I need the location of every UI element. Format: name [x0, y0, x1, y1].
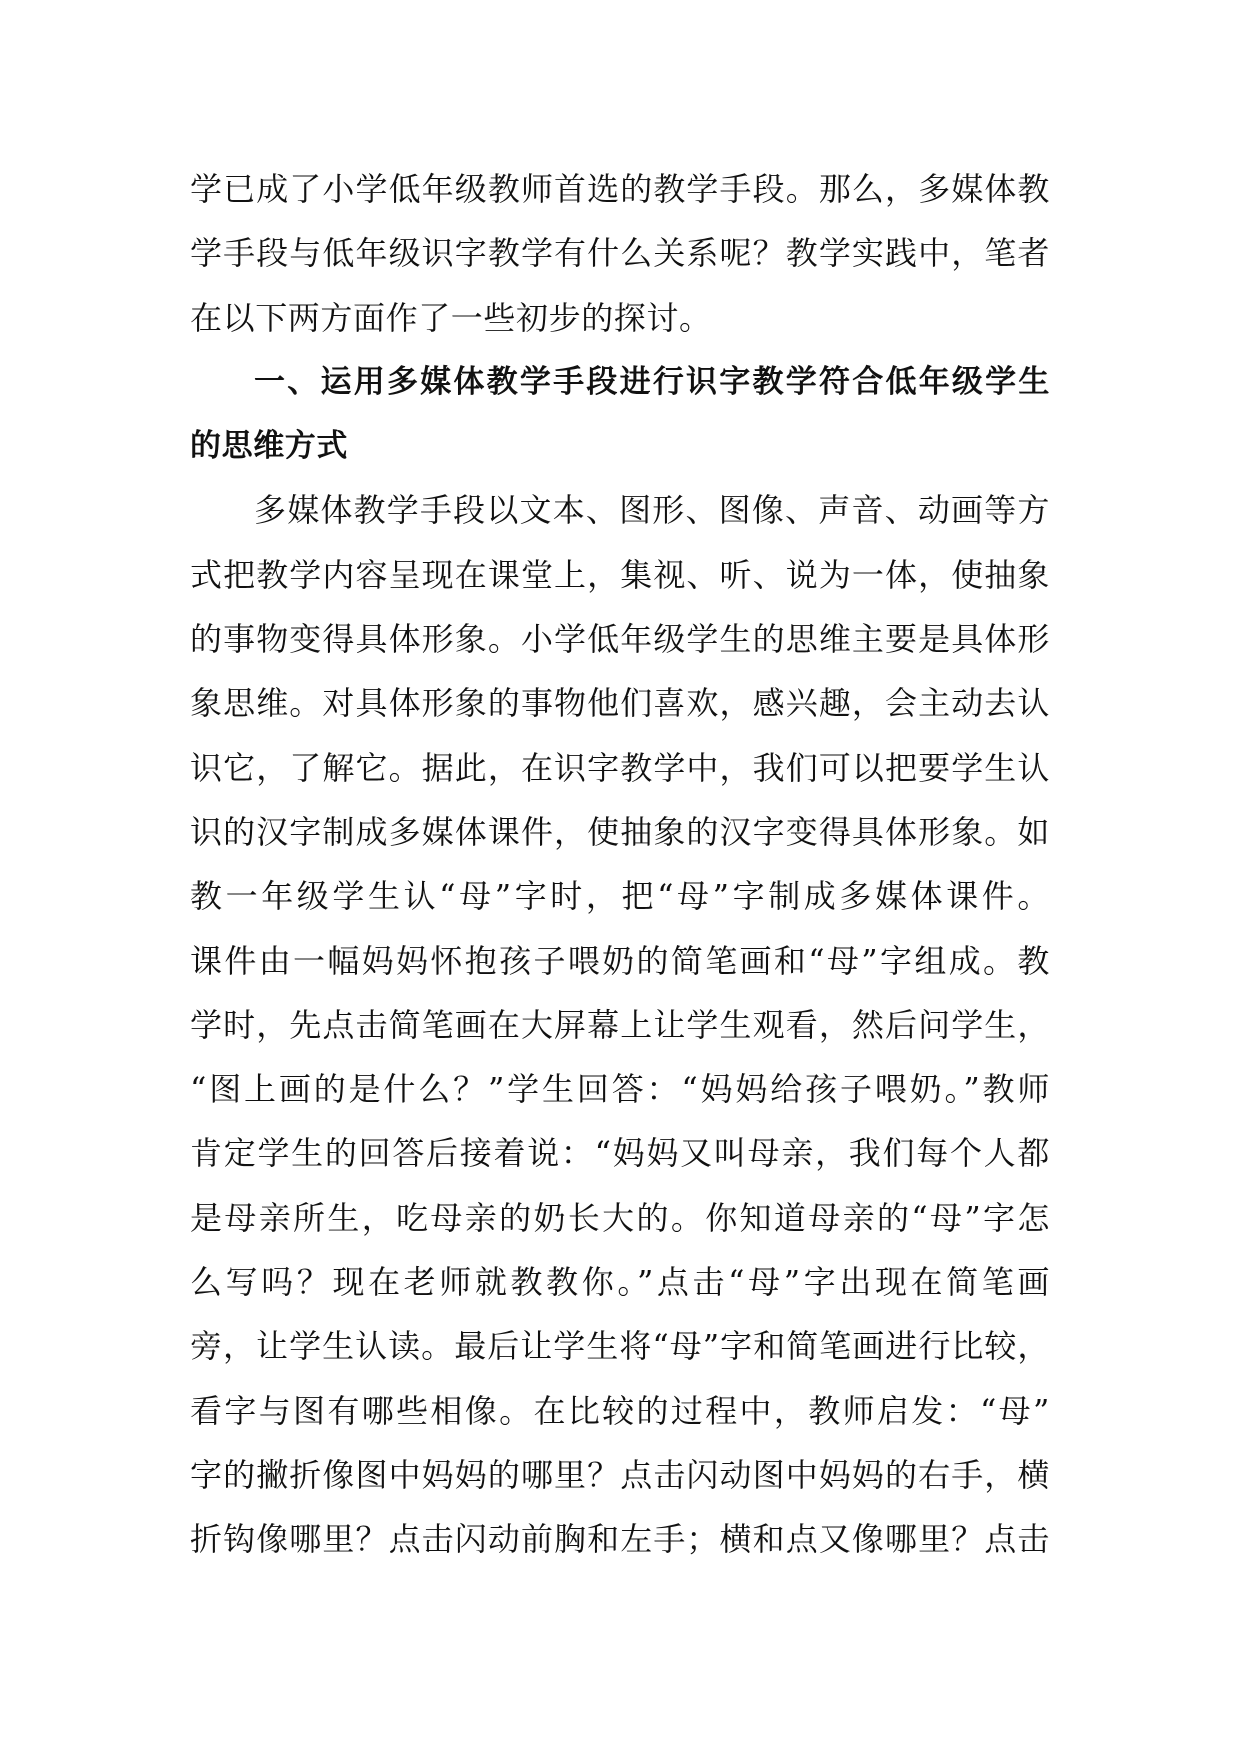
text-line: 字的撇折像图中妈妈的哪里？点击闪动图中妈妈的右手，横: [190, 1455, 1050, 1494]
section-heading: 一、运用多媒体教学手段进行识字教学符合低年级学生: [254, 363, 1050, 400]
text-line: 教一年级学生认“母”字时，把“母”字制成多媒体课件。: [190, 877, 1050, 916]
text-line: 学手段与低年级识字教学有什么关系呢？教学实践中，笔者: [190, 234, 1050, 273]
text-line: 象思维。对具体形象的事物他们喜欢，感兴趣，会主动去认: [190, 684, 1050, 723]
text-line: 多媒体教学手段以文本、图形、图像、声音、动画等方: [254, 491, 1050, 530]
text-line: 识它，了解它。据此，在识字教学中，我们可以把要学生认: [190, 748, 1050, 787]
text-line: 式把教学内容呈现在课堂上，集视、听、说为一体，使抽象: [190, 555, 1050, 594]
text-line: 课件由一幅妈妈怀抱孩子喂奶的简笔画和“母”字组成。教: [190, 941, 1050, 980]
text-line: 学已成了小学低年级教师首选的教学手段。那么，多媒体教: [190, 170, 1050, 208]
text-line: 旁，让学生认读。最后让学生将“母”字和简笔画进行比较，: [190, 1327, 1050, 1366]
body-text: [190, 157, 1050, 1572]
text-line: 是母亲所生，吃母亲的奶长大的。你知道母亲的“母”字怎: [190, 1198, 1050, 1237]
text-line: 在以下两方面作了一些初步的探讨。: [190, 298, 712, 337]
text-line: 学时，先点击简笔画在大屏幕上让学生观看，然后问学生，: [190, 1005, 1050, 1044]
text-line: 折钩像哪里？点击闪动前胸和左手；横和点又像哪里？点击: [190, 1520, 1050, 1559]
text-line: 肯定学生的回答后接着说：“妈妈又叫母亲，我们每个人都: [190, 1134, 1050, 1173]
text-line: 么写吗？现在老师就教教你。”点击“母”字出现在简笔画: [190, 1263, 1050, 1302]
section-heading-cont: 的思维方式: [190, 428, 348, 465]
text-line: “图上画的是什么？”学生回答：“妈妈给孩子喂奶。”教师: [190, 1070, 1050, 1109]
text-line: 看字与图有哪些相像。在比较的过程中，教师启发：“母”: [190, 1391, 1050, 1430]
text-line: 识的汉字制成多媒体课件，使抽象的汉字变得具体形象。如: [190, 812, 1050, 851]
text-line: 的事物变得具体形象。小学低年级学生的思维主要是具体形: [190, 620, 1050, 659]
